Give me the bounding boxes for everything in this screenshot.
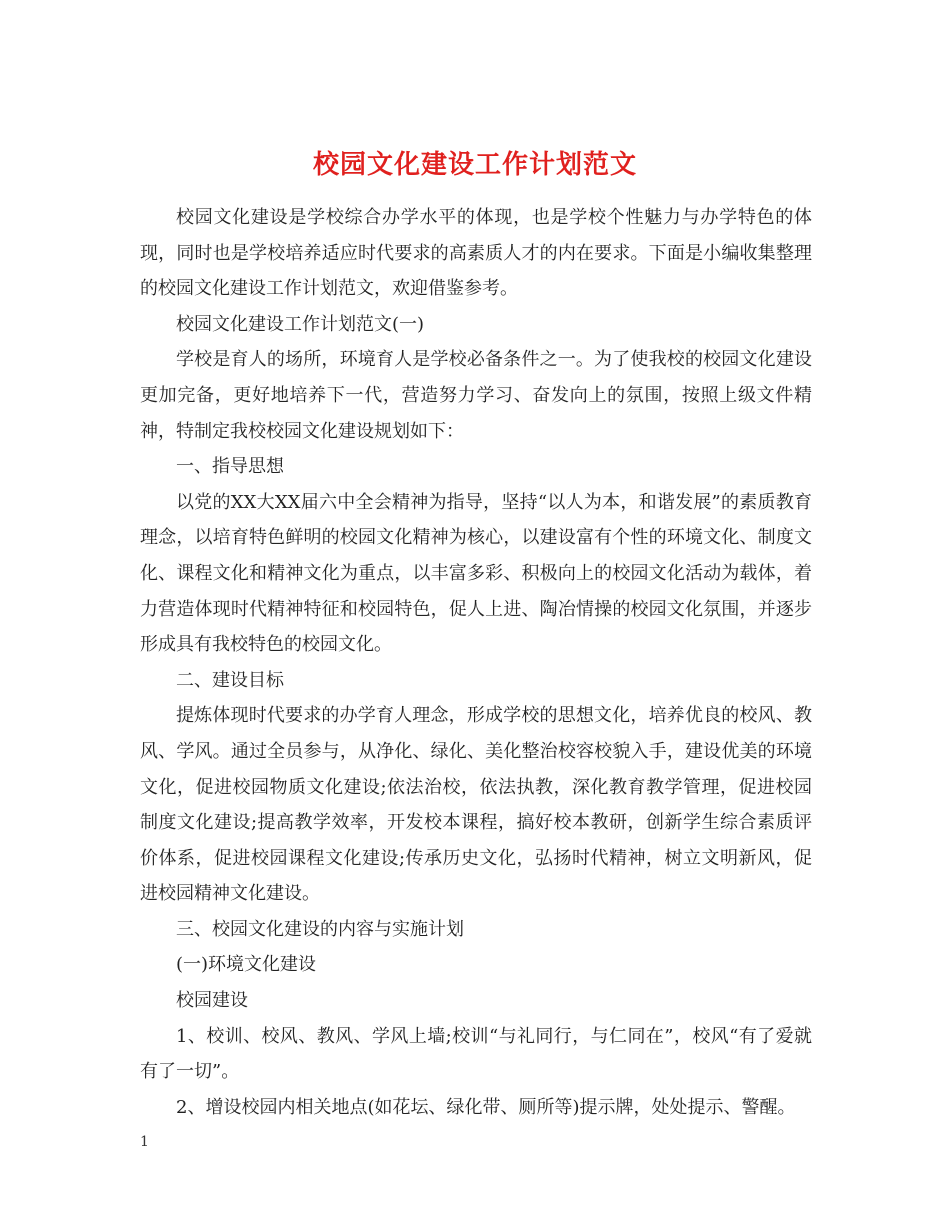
subsection-heading-environment: (一)环境文化建设 (176, 954, 317, 976)
section-heading-goals: 二、建设目标 (176, 669, 284, 691)
section-heading-plan-one: 校园文化建设工作计划范文(一) (176, 313, 425, 335)
intro-paragraph: 校园文化建设是学校综合办学水平的体现，也是学校个性魅力与办学特色的体现，同时也是学校培养适应时代要求的高素质人才的内在要求。下面是小编收集整理的校园文化建设工作计划范文，欢迎借鉴参考。 (140, 207, 812, 300)
list-item: 2、增设校园内相关地点(如花坛、绿化带、厕所等)提示牌，处处提示、警醒。 (176, 1096, 796, 1118)
document-title: 校园文化建设工作计划范文 (312, 150, 637, 181)
list-item: 1、校训、校风、教风、学风上墙;校训“与礼同行，与仁同在”，校风“有了爱就有了一切”。 (140, 1025, 812, 1083)
body-paragraph: 以党的XX大XX届六中全会精神为指导，坚持“以人为本，和谐发展”的素质教育理念，以培育特色鲜明的校园文化精神为核心，以建设富有个性的环境文化、制度文化、课程文化和精神文化为重点，以丰富多彩、积极向上的校园文化活动为载体，着力营造体现时代精神特征和校园特色，促人上进、陶冶情操的校园文化氛围，并逐步形成具有我校特色的校园文化。 (140, 491, 812, 656)
subsection-heading-campus: 校园建设 (176, 990, 248, 1012)
document-body (140, 200, 812, 1125)
page-number: 1 (140, 1134, 149, 1150)
body-paragraph: 提炼体现时代要求的办学育人理念，形成学校的思想文化，培养优良的校风、教风、学风。通过全员参与，从净化、绿化、美化整治校容校貌入手，建设优美的环境文化，促进校园物质文化建设;依法治校，依法执教，深化教育教学管理，促进校园制度文化建设;提高教学效率，开发校本课程，搞好校本教研，创新学生综合素质评价体系，促进校园课程文化建设;传承历史文化，弘扬时代精神，树立文明新风，促进校园精神文化建设。 (140, 705, 812, 905)
section-heading-guiding-ideology: 一、指导思想 (176, 456, 284, 478)
section-heading-content-plan: 三、校园文化建设的内容与实施计划 (176, 918, 464, 940)
body-paragraph: 学校是育人的场所，环境育人是学校必备条件之一。为了使我校的校园文化建设更加完备，更好地培养下一代，营造努力学习、奋发向上的氛围，按照上级文件精神，特制定我校校园文化建设规划如下： (140, 349, 812, 442)
